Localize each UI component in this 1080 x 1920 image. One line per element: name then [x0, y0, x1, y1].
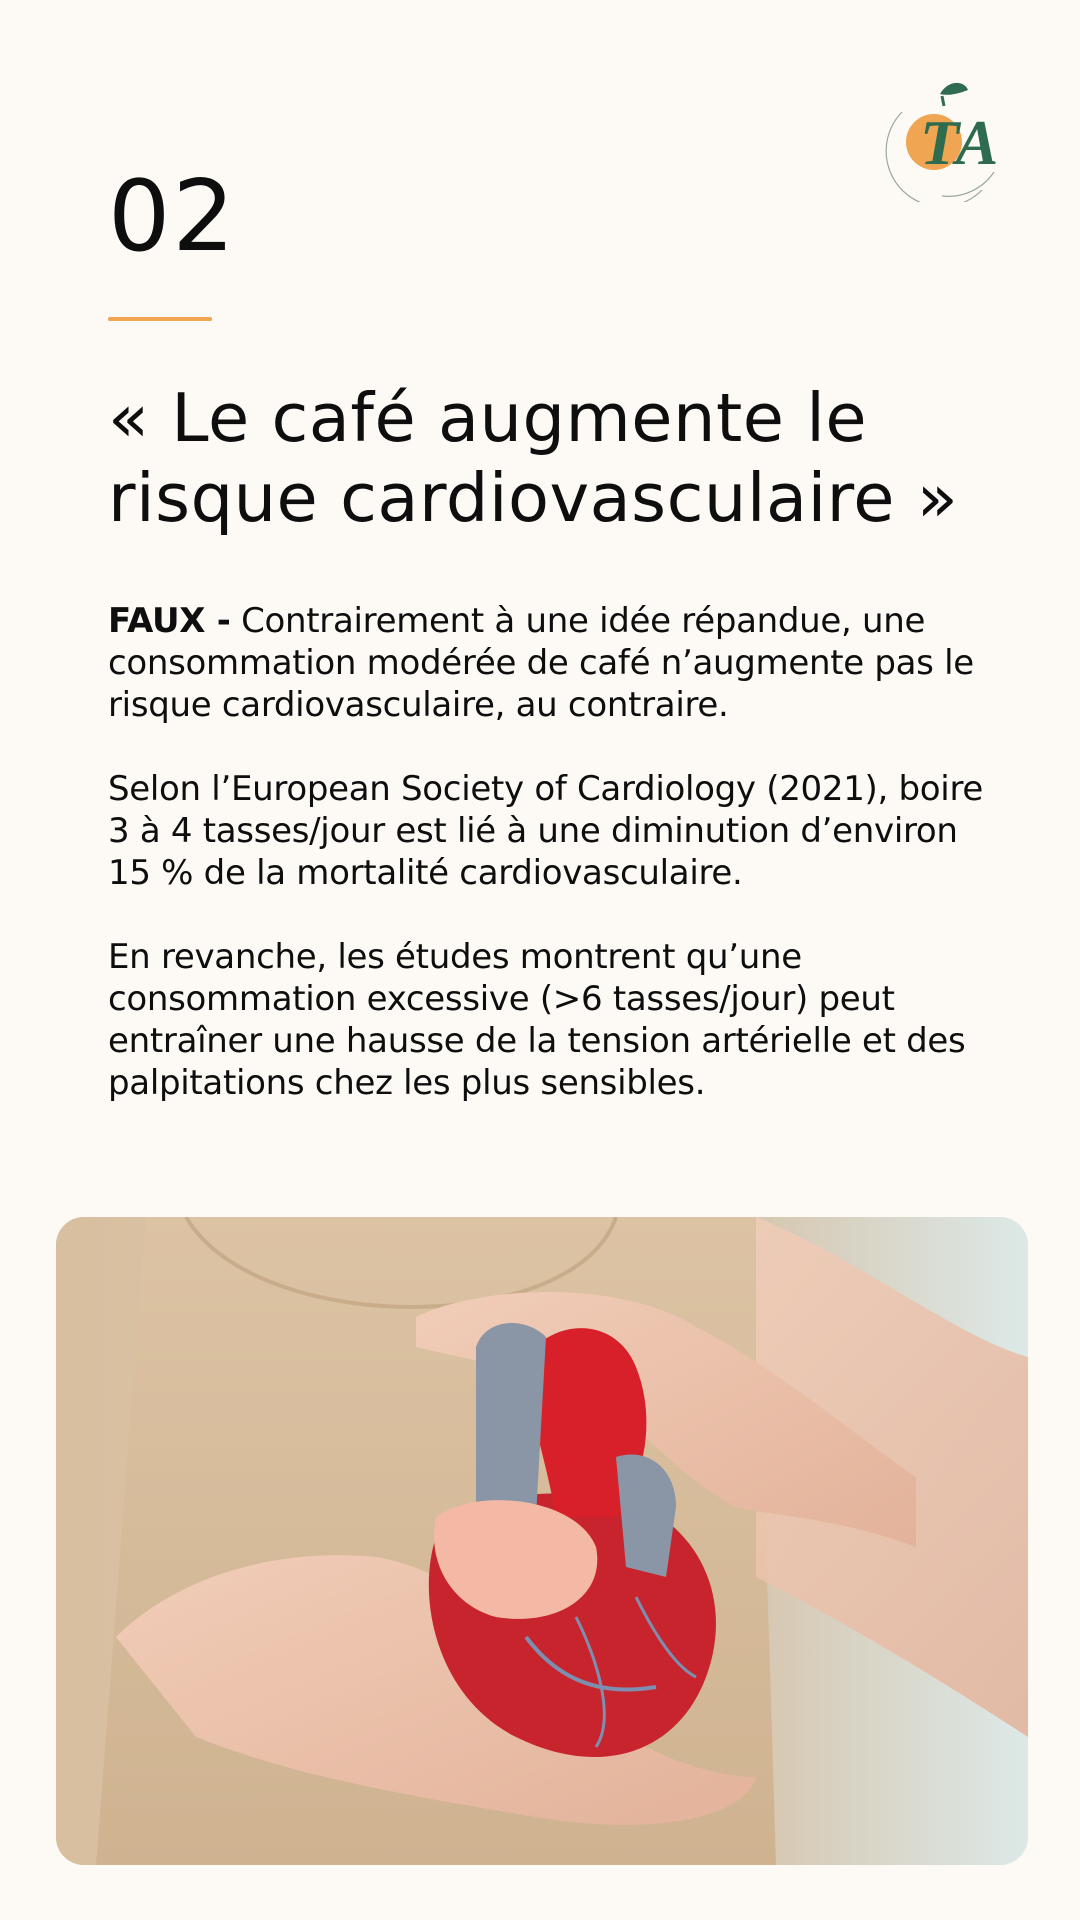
- slide-number: 02: [108, 160, 237, 274]
- paragraph-3-text: En revanche, les études montrent qu’une consommation excessive (>6 tasses/jour) peut entraîner une hausse de la tension artérielle et des palpitations chez les plus sensibles.: [108, 937, 966, 1103]
- brand-logo: [882, 72, 1012, 202]
- svg-text:TA: TA: [920, 107, 999, 178]
- paragraph-2-text: Selon l’European Society of Cardiology (2021), boire 3 à 4 tasses/jour est lié à une diminution d’environ 15 % de la mortalité cardiovasculaire.: [108, 769, 983, 893]
- body-text: [108, 600, 988, 1146]
- headline: « Le café augmente le risque cardiovasculaire »: [108, 379, 959, 537]
- apple-logo-icon: [882, 72, 1012, 202]
- accent-divider: [108, 317, 212, 321]
- paragraph-verdict: [108, 600, 988, 726]
- paragraph-1-text: Contrairement à une idée répandue, une consommation modérée de café n’augmente pas le risque cardiovasculaire, au contraire.: [108, 601, 974, 725]
- heart-model-photo: [56, 1217, 1028, 1865]
- verdict-label: FAUX -: [108, 601, 231, 641]
- heart-model-hands-photo: [56, 1217, 1028, 1865]
